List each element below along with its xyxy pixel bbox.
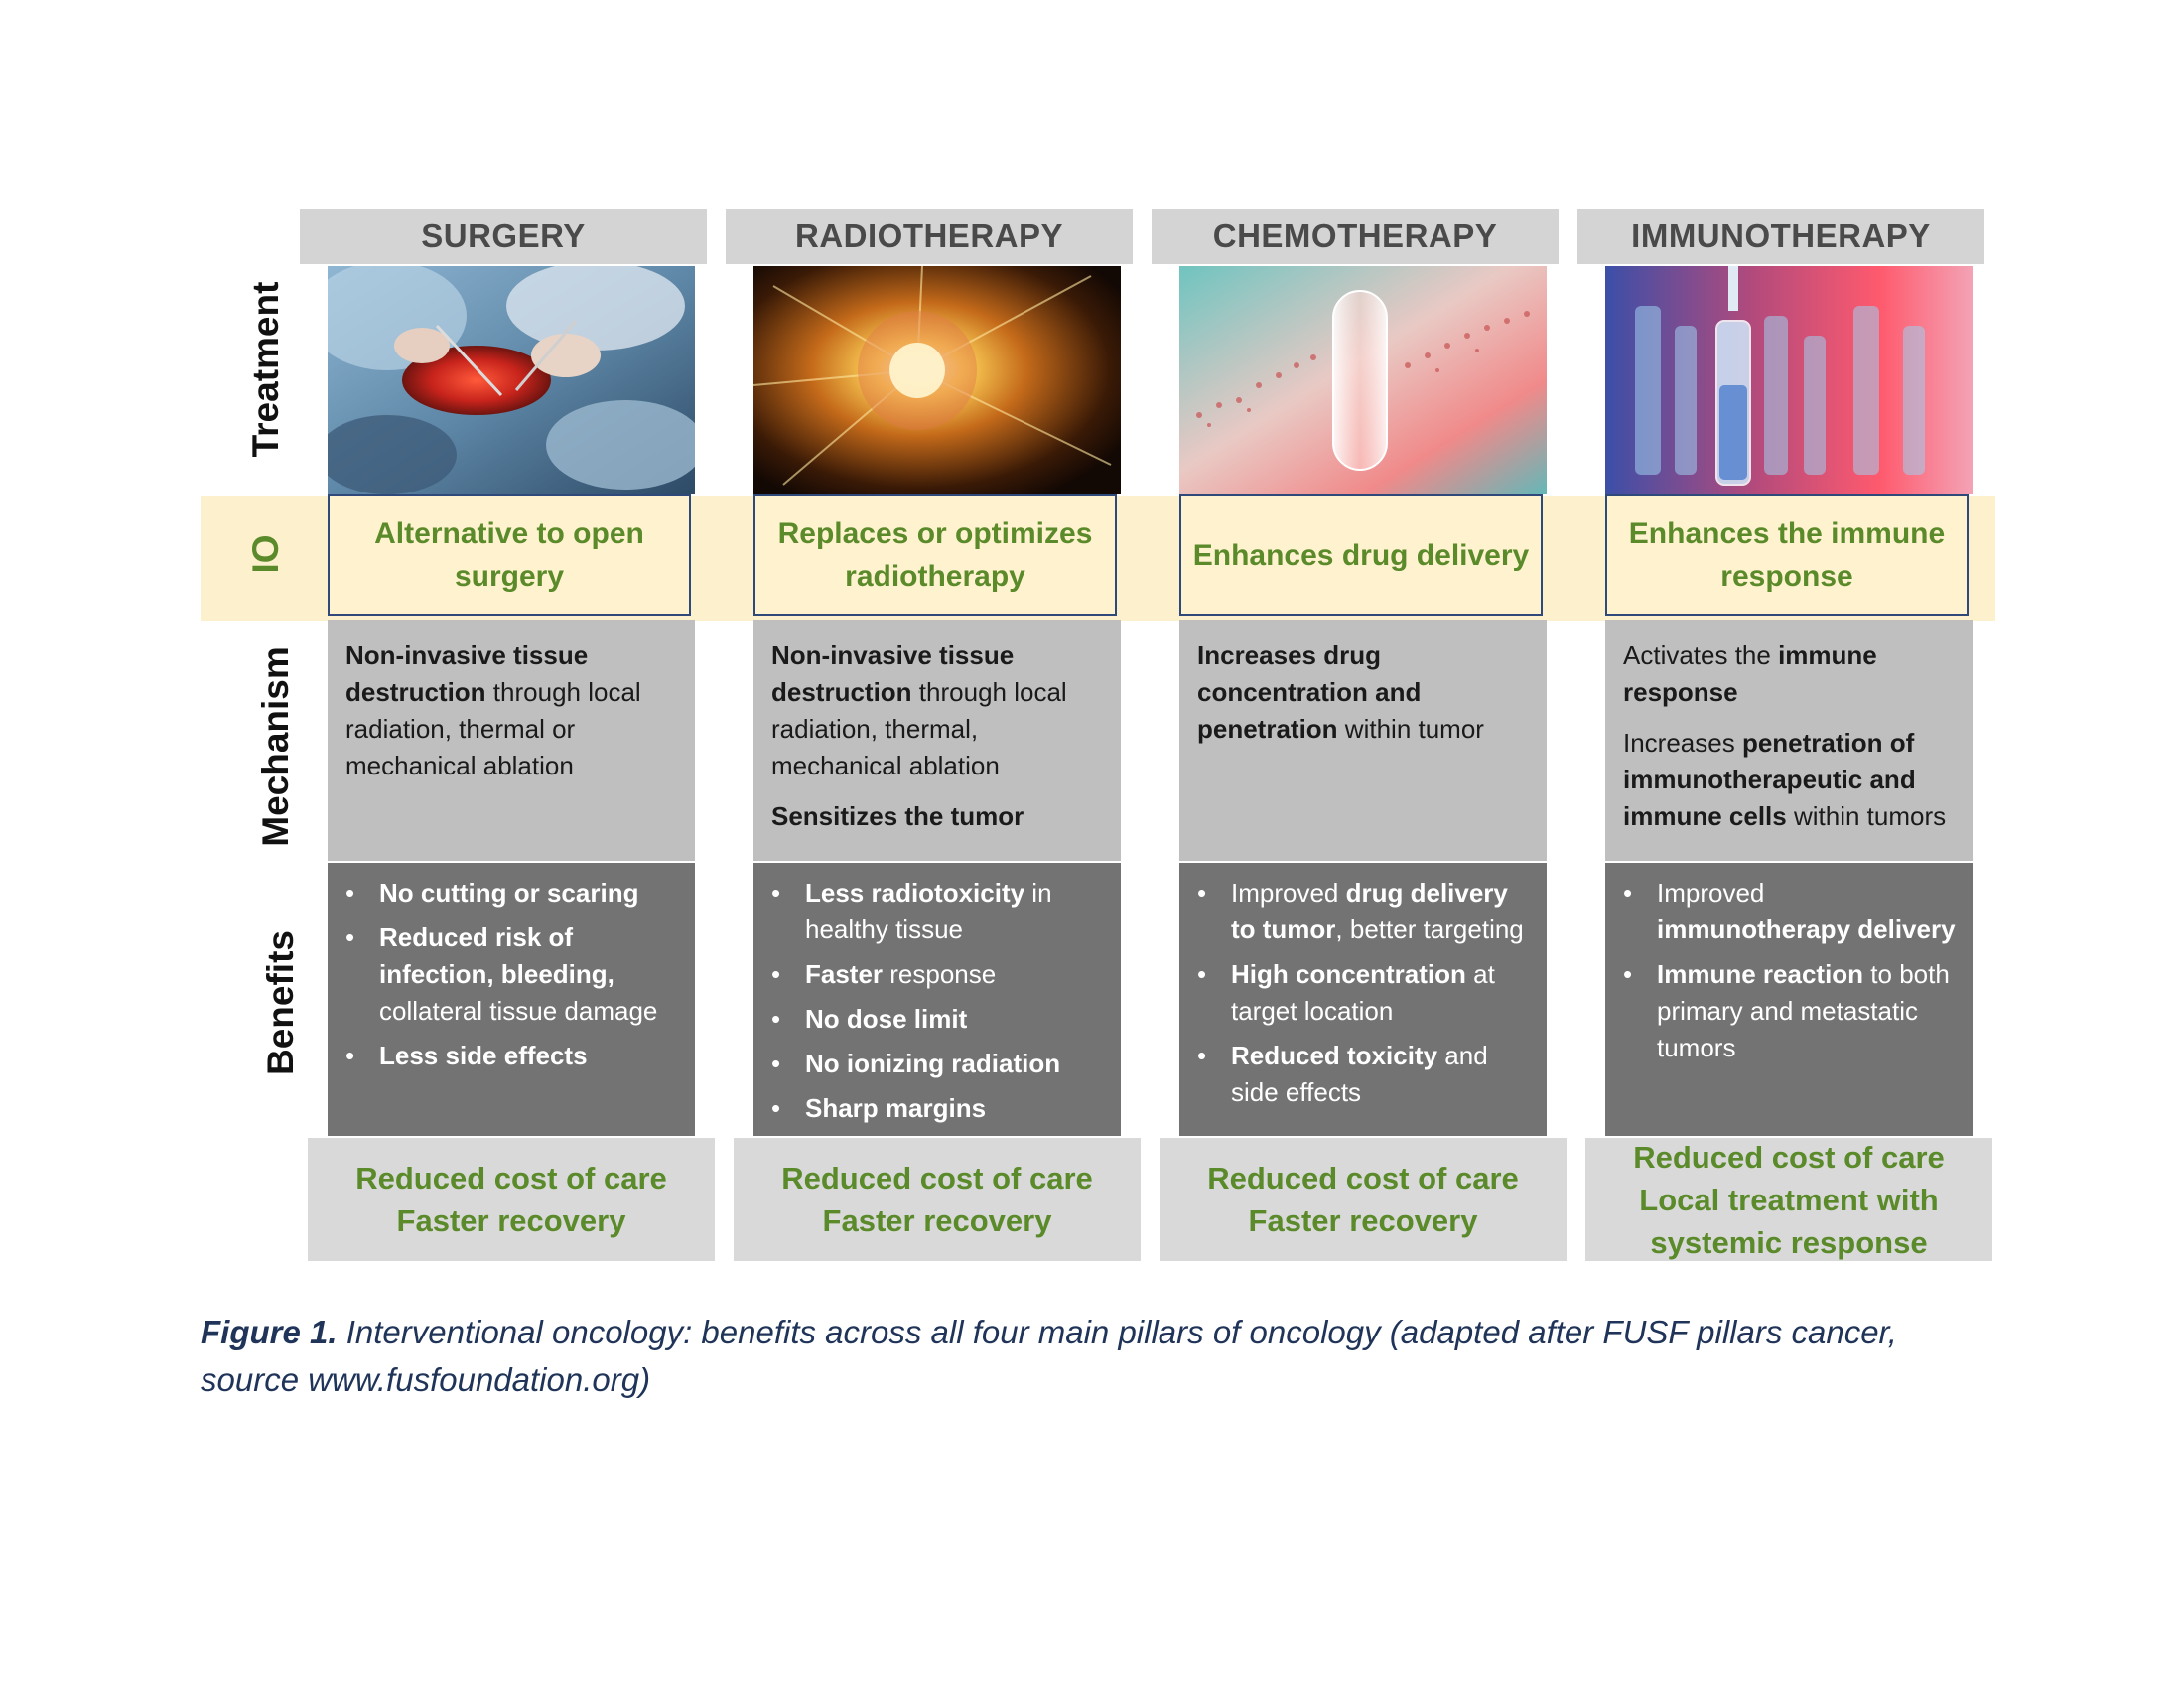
footer-line: Faster recovery bbox=[1248, 1203, 1478, 1238]
benefit-item bbox=[379, 875, 681, 912]
mechanism-paragraph bbox=[1623, 725, 1955, 835]
column-chemotherapy bbox=[1152, 0, 1578, 1688]
bold-text: Reduced toxicity bbox=[1231, 1041, 1438, 1070]
footer-line: Reduced cost of care bbox=[1207, 1161, 1519, 1196]
bold-text: Less radiotoxicity bbox=[805, 878, 1025, 908]
text: response bbox=[883, 959, 997, 989]
bold-text: Sensitizes the tumor bbox=[771, 801, 1024, 831]
caption-label: Figure 1. bbox=[201, 1314, 338, 1350]
bold-text: immune response bbox=[1623, 640, 1877, 707]
bold-text: No dose limit bbox=[805, 1004, 968, 1034]
text: through local radiation, thermal, mechanical ablation bbox=[771, 677, 1067, 780]
bold-text: Less side effects bbox=[379, 1041, 588, 1070]
benefit-item bbox=[1231, 875, 1533, 948]
benefit-item bbox=[379, 1038, 681, 1074]
footer-line: Local treatment with systemic response bbox=[1639, 1182, 1939, 1260]
mechanism-paragraph bbox=[1623, 637, 1955, 711]
vials-image bbox=[1605, 266, 1973, 494]
text: Increases bbox=[1623, 728, 1742, 758]
bold-text: immunotherapy delivery bbox=[1657, 914, 1956, 944]
text: in healthy tissue bbox=[805, 878, 1052, 944]
column-immunotherapy bbox=[1577, 0, 2004, 1688]
io-cell: Enhances the immune response bbox=[1605, 494, 1969, 616]
capsule-image bbox=[1179, 266, 1547, 494]
text: and side effects bbox=[1231, 1041, 1488, 1107]
bold-text: High concentration bbox=[1231, 959, 1466, 989]
bold-text: penetration of immunotherapeutic and immune cells bbox=[1623, 728, 1916, 831]
text: Improved bbox=[1231, 878, 1346, 908]
column-header: RADIOTHERAPY bbox=[726, 209, 1133, 264]
benefit-item bbox=[805, 956, 1107, 993]
text: Improved bbox=[1657, 878, 1765, 908]
column-header: IMMUNOTHERAPY bbox=[1577, 209, 1984, 264]
bold-text: No cutting or scaring bbox=[379, 878, 639, 908]
footer-line: Reduced cost of care bbox=[355, 1161, 667, 1196]
mechanism-paragraph bbox=[1197, 637, 1529, 748]
bold-text: Sharp margins bbox=[805, 1093, 987, 1123]
benefits-cell bbox=[328, 863, 695, 1136]
benefit-item bbox=[1657, 875, 1959, 948]
text: to both primary and metastatic tumors bbox=[1657, 959, 1950, 1062]
text: collateral tissue damage bbox=[379, 996, 658, 1026]
mechanism-cell bbox=[753, 620, 1121, 861]
io-cell: Replaces or optimizes radiotherapy bbox=[753, 494, 1117, 616]
benefit-item bbox=[805, 1090, 1107, 1127]
caption-text: Interventional oncology: benefits across all four main pillars of oncology (adapted after FUSF pillars cancer, source www.fusfoundation.org) bbox=[201, 1314, 1897, 1398]
footer-line: Faster recovery bbox=[396, 1203, 626, 1238]
mechanism-paragraph bbox=[345, 637, 677, 784]
mechanism-cell bbox=[1605, 620, 1973, 861]
bold-text: Faster bbox=[805, 959, 884, 989]
bold-text: drug delivery to tumor bbox=[1231, 878, 1508, 944]
text: within tumors bbox=[1786, 801, 1947, 831]
benefit-item bbox=[1231, 1038, 1533, 1111]
mechanism-cell bbox=[1179, 620, 1547, 861]
footer-line: Faster recovery bbox=[822, 1203, 1052, 1238]
mechanism-cell bbox=[328, 620, 695, 861]
bold-text: Reduced risk of infection, bleeding, bbox=[379, 922, 614, 989]
bold-text: Immune reaction bbox=[1657, 959, 1864, 989]
bold-text: Non-invasive tissue destruction bbox=[771, 640, 1015, 707]
footer-cell bbox=[1585, 1138, 1992, 1261]
benefits-cell bbox=[1179, 863, 1547, 1136]
column-header: CHEMOTHERAPY bbox=[1152, 209, 1559, 264]
benefits-cell bbox=[1605, 863, 1973, 1136]
footer-line: Reduced cost of care bbox=[781, 1161, 1093, 1196]
figure-caption bbox=[201, 1309, 1968, 1404]
text: through local radiation, thermal or mechanical ablation bbox=[345, 677, 641, 780]
benefit-item bbox=[805, 1046, 1107, 1082]
text: within tumor bbox=[1337, 714, 1484, 744]
bold-text: Non-invasive tissue destruction bbox=[345, 640, 589, 707]
column-header: SURGERY bbox=[300, 209, 707, 264]
io-cell: Enhances drug delivery bbox=[1179, 494, 1543, 616]
benefit-item bbox=[1657, 956, 1959, 1066]
footer-cell bbox=[734, 1138, 1141, 1261]
benefits-list bbox=[767, 875, 1107, 1127]
text: at target location bbox=[1231, 959, 1495, 1026]
io-cell: Alternative to open surgery bbox=[328, 494, 691, 616]
bold-text: No ionizing radiation bbox=[805, 1049, 1061, 1078]
radiation-burst-image bbox=[753, 266, 1121, 494]
benefit-item bbox=[379, 919, 681, 1030]
benefits-list bbox=[1619, 875, 1959, 1066]
benefits-cell bbox=[753, 863, 1121, 1136]
column-surgery bbox=[300, 0, 727, 1688]
text: Activates the bbox=[1623, 640, 1779, 670]
benefit-item bbox=[805, 875, 1107, 948]
mechanism-paragraph bbox=[771, 637, 1103, 784]
benefit-item bbox=[805, 1001, 1107, 1038]
footer-cell bbox=[308, 1138, 715, 1261]
footer-cell bbox=[1160, 1138, 1567, 1261]
surgery-photo bbox=[328, 266, 695, 494]
mechanism-paragraph bbox=[771, 798, 1103, 835]
benefit-item bbox=[1231, 956, 1533, 1030]
bold-text: Increases drug concentration and penetration bbox=[1197, 640, 1422, 744]
column-radiotherapy bbox=[726, 0, 1153, 1688]
text: , better targeting bbox=[1335, 914, 1524, 944]
benefits-list bbox=[341, 875, 681, 1074]
footer-line: Reduced cost of care bbox=[1633, 1139, 1945, 1175]
benefits-list bbox=[1193, 875, 1533, 1111]
